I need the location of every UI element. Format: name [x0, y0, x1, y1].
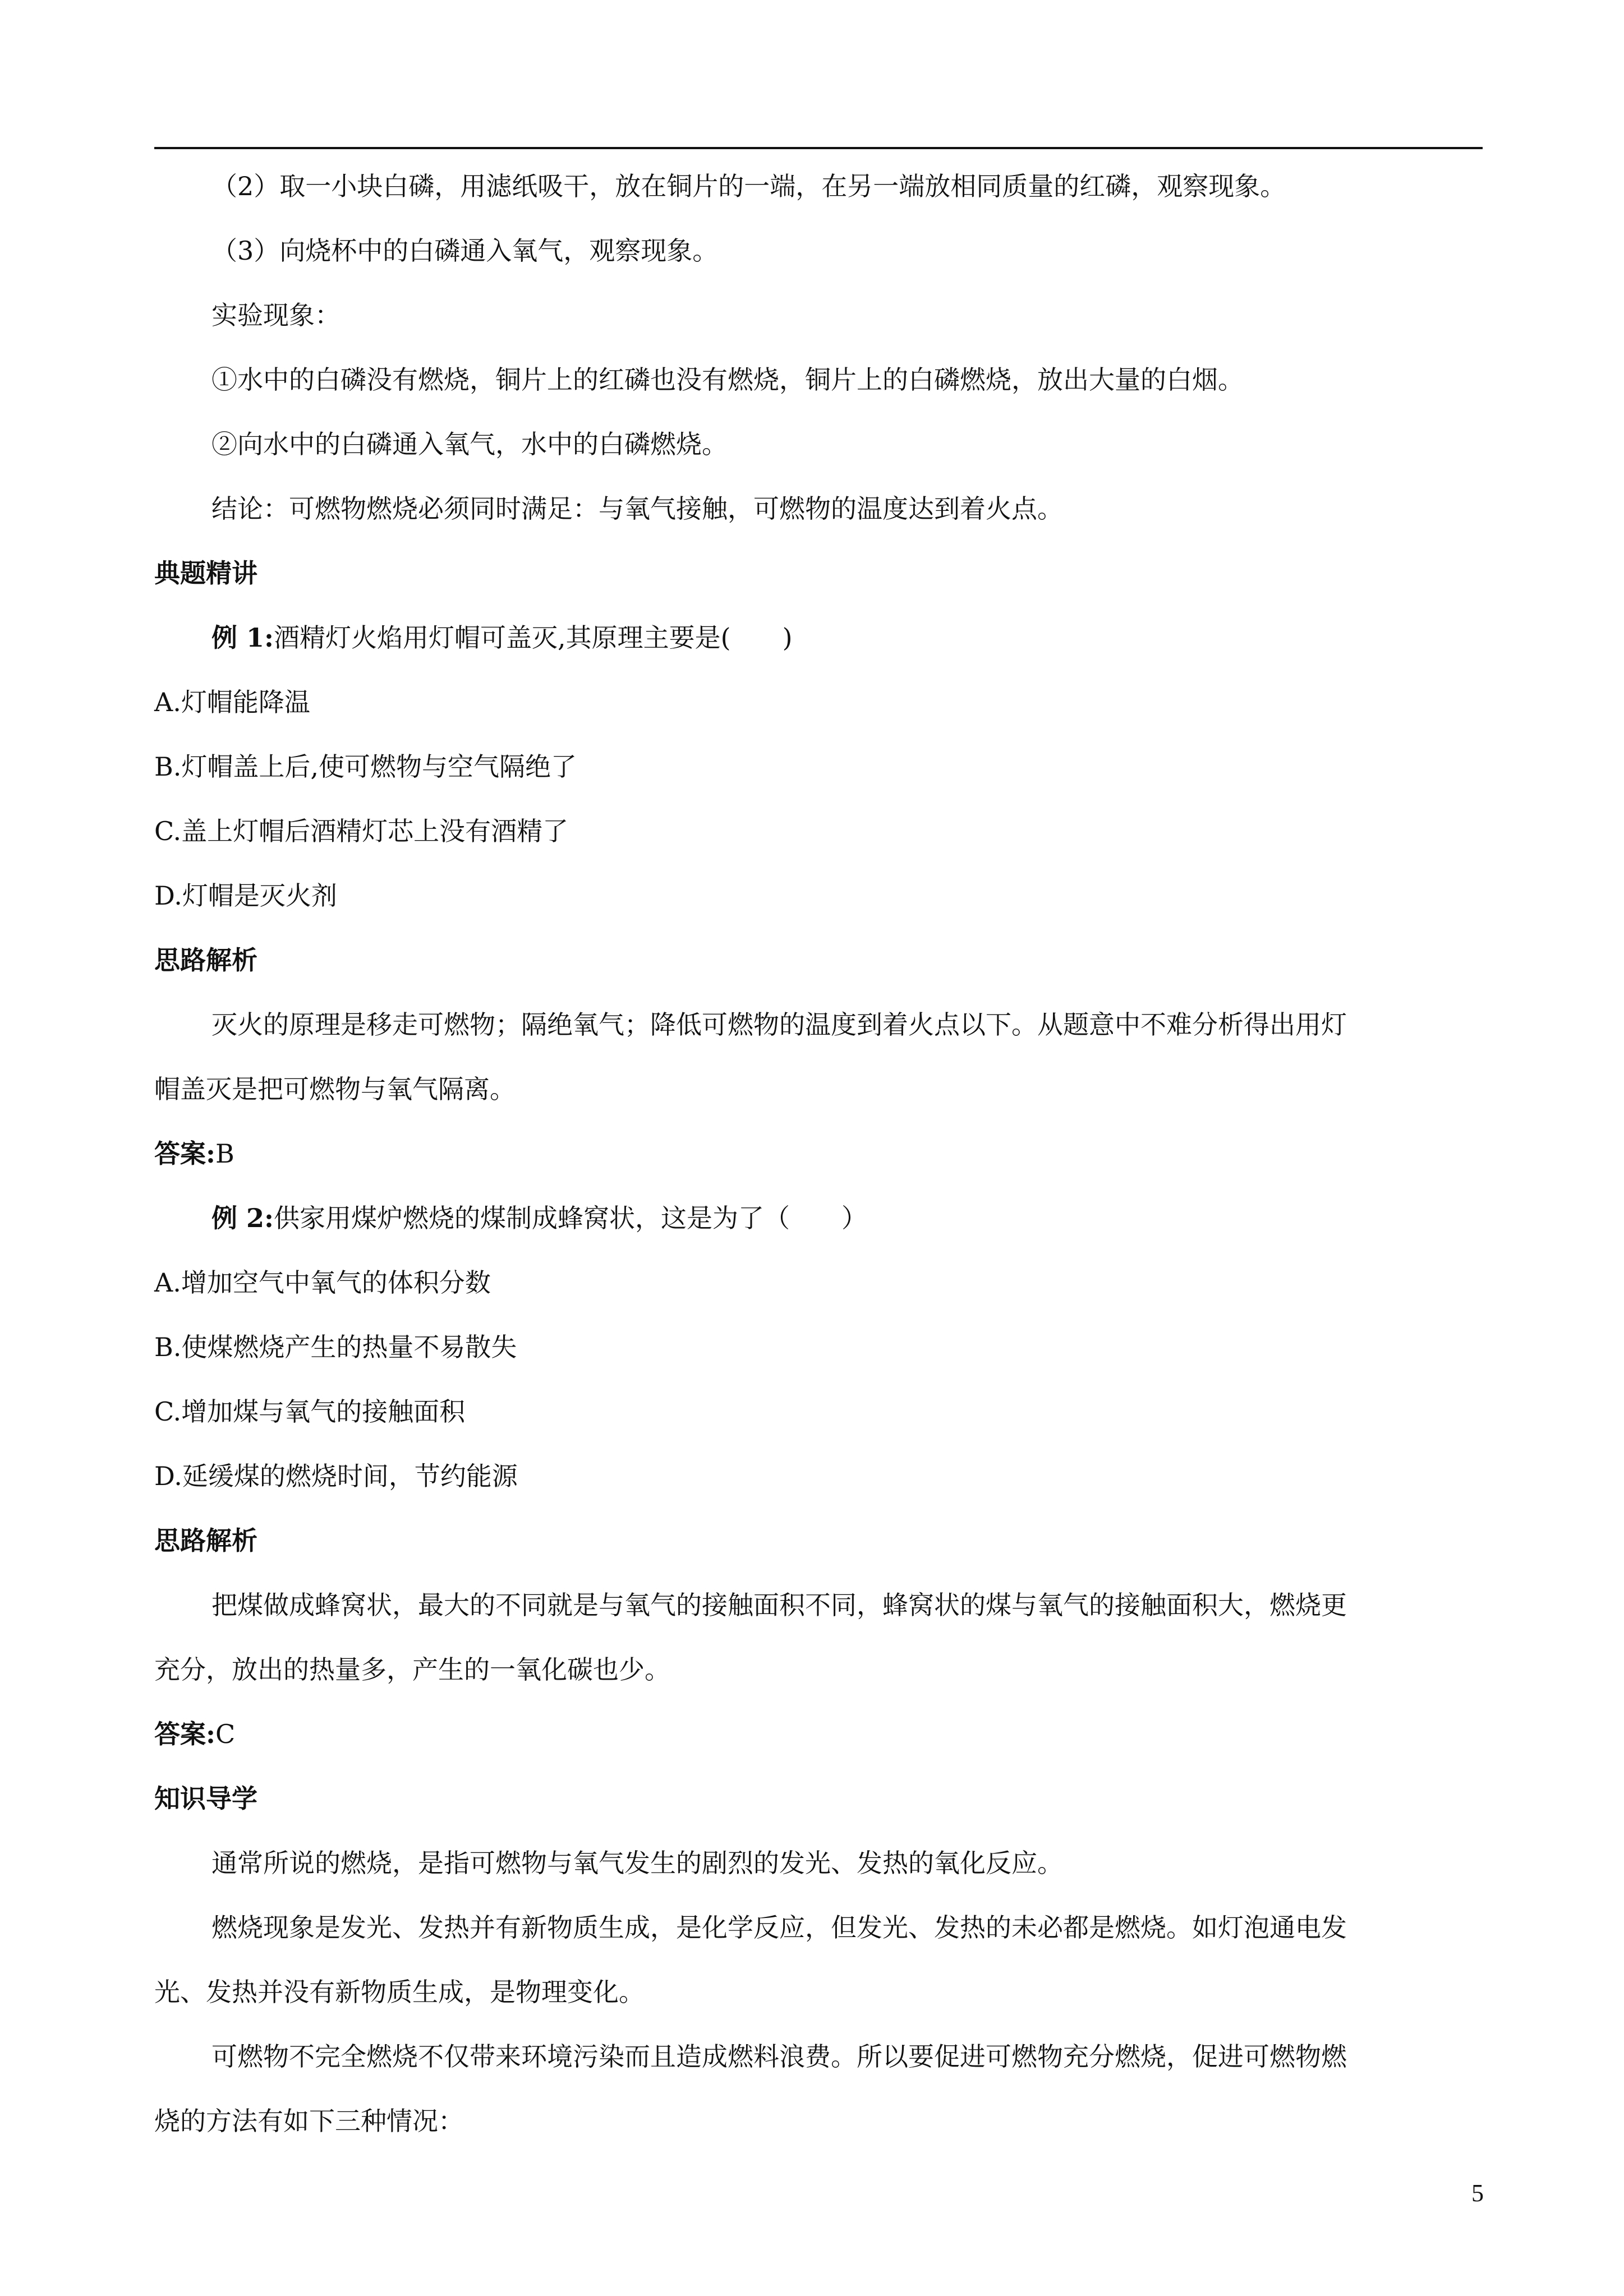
phenomenon-2: ②向水中的白磷通入氧气，水中的白磷燃烧。 [211, 429, 728, 459]
phenomenon-1: ①水中的白磷没有燃烧，铜片上的红磷也没有燃烧，铜片上的白磷燃烧，放出大量的白烟。 [211, 365, 1244, 395]
analysis-1-line-2: 帽盖灭是把可燃物与氧气隔离。 [154, 1074, 516, 1104]
step-2: （2）取一小块白磷，用滤纸吸干，放在铜片的一端，在另一端放相同质量的红磷，观察现象。 [211, 171, 1286, 201]
knowledge-1: 通常所说的燃烧，是指可燃物与氧气发生的剧烈的发光、发热的氧化反应。 [211, 1848, 1063, 1878]
example-1-text: 酒精灯火焰用灯帽可盖灭,其原理主要是( ) [274, 623, 793, 653]
header-rule [154, 147, 1483, 149]
phenomenon-heading: 实验现象： [211, 300, 341, 330]
example-1-label: 例 1: [211, 623, 274, 653]
example-2-option-b: B.使煤燃烧产生的热量不易散失 [154, 1332, 517, 1362]
answer-2 [154, 1718, 1483, 1750]
example-2-option-d: D.延缓煤的燃烧时间，节约能源 [154, 1461, 518, 1491]
example-1-question [211, 621, 1540, 654]
answer-1-label: 答案: [154, 1138, 215, 1169]
example-1-option-c: C.盖上灯帽后酒精灯芯上没有酒精了 [154, 816, 569, 846]
answer-2-label: 答案: [154, 1719, 215, 1749]
analysis-2-line-2: 充分，放出的热量多，产生的一氧化碳也少。 [154, 1654, 670, 1685]
analysis-1-line-1: 灭火的原理是移走可燃物；隔绝氧气；降低可燃物的温度到着火点以下。从题意中不难分析得出用灯 [211, 1009, 1347, 1040]
knowledge-3-line-1: 可燃物不完全燃烧不仅带来环境污染而且造成燃料浪费。所以要促进可燃物充分燃烧，促进可燃物燃 [211, 2041, 1347, 2072]
section-heading-knowledge: 知识导学 [154, 1783, 257, 1814]
step-3: （3）向烧杯中的白磷通入氧气，观察现象。 [211, 236, 719, 266]
example-2-option-a: A.增加空气中氧气的体积分数 [154, 1267, 491, 1298]
example-2-option-c: C.增加煤与氧气的接触面积 [154, 1396, 466, 1427]
section-heading-examples: 典题精讲 [154, 558, 257, 588]
answer-2-value: C [215, 1719, 236, 1749]
analysis-2-line-1: 把煤做成蜂窝状，最大的不同就是与氧气的接触面积不同，蜂窝状的煤与氧气的接触面积大，燃烧更 [211, 1590, 1347, 1620]
knowledge-2-line-1: 燃烧现象是发光、发热并有新物质生成，是化学反应，但发光、发热的未必都是燃烧。如灯泡通电发 [211, 1912, 1347, 1943]
example-1-option-b: B.灯帽盖上后,使可燃物与空气隔绝了 [154, 751, 577, 782]
example-1-option-d: D.灯帽是灭火剂 [154, 880, 337, 911]
knowledge-3-line-2: 烧的方法有如下三种情况： [154, 2106, 464, 2136]
conclusion: 结论：可燃物燃烧必须同时满足：与氧气接触，可燃物的温度达到着火点。 [211, 494, 1063, 524]
example-2-label: 例 2: [211, 1203, 274, 1233]
example-2-question [211, 1202, 1540, 1234]
answer-1 [154, 1137, 1483, 1170]
page-number: 5 [1471, 2179, 1484, 2207]
example-1-option-a: A.灯帽能降温 [154, 687, 310, 717]
answer-1-value: B [215, 1138, 234, 1169]
example-2-text: 供家用煤炉燃烧的煤制成蜂窝状，这是为了（ ） [274, 1203, 868, 1233]
analysis-heading-1: 思路解析 [154, 945, 257, 975]
knowledge-2-line-2: 光、发热并没有新物质生成，是物理变化。 [154, 1977, 645, 2007]
analysis-heading-2: 思路解析 [154, 1525, 257, 1556]
